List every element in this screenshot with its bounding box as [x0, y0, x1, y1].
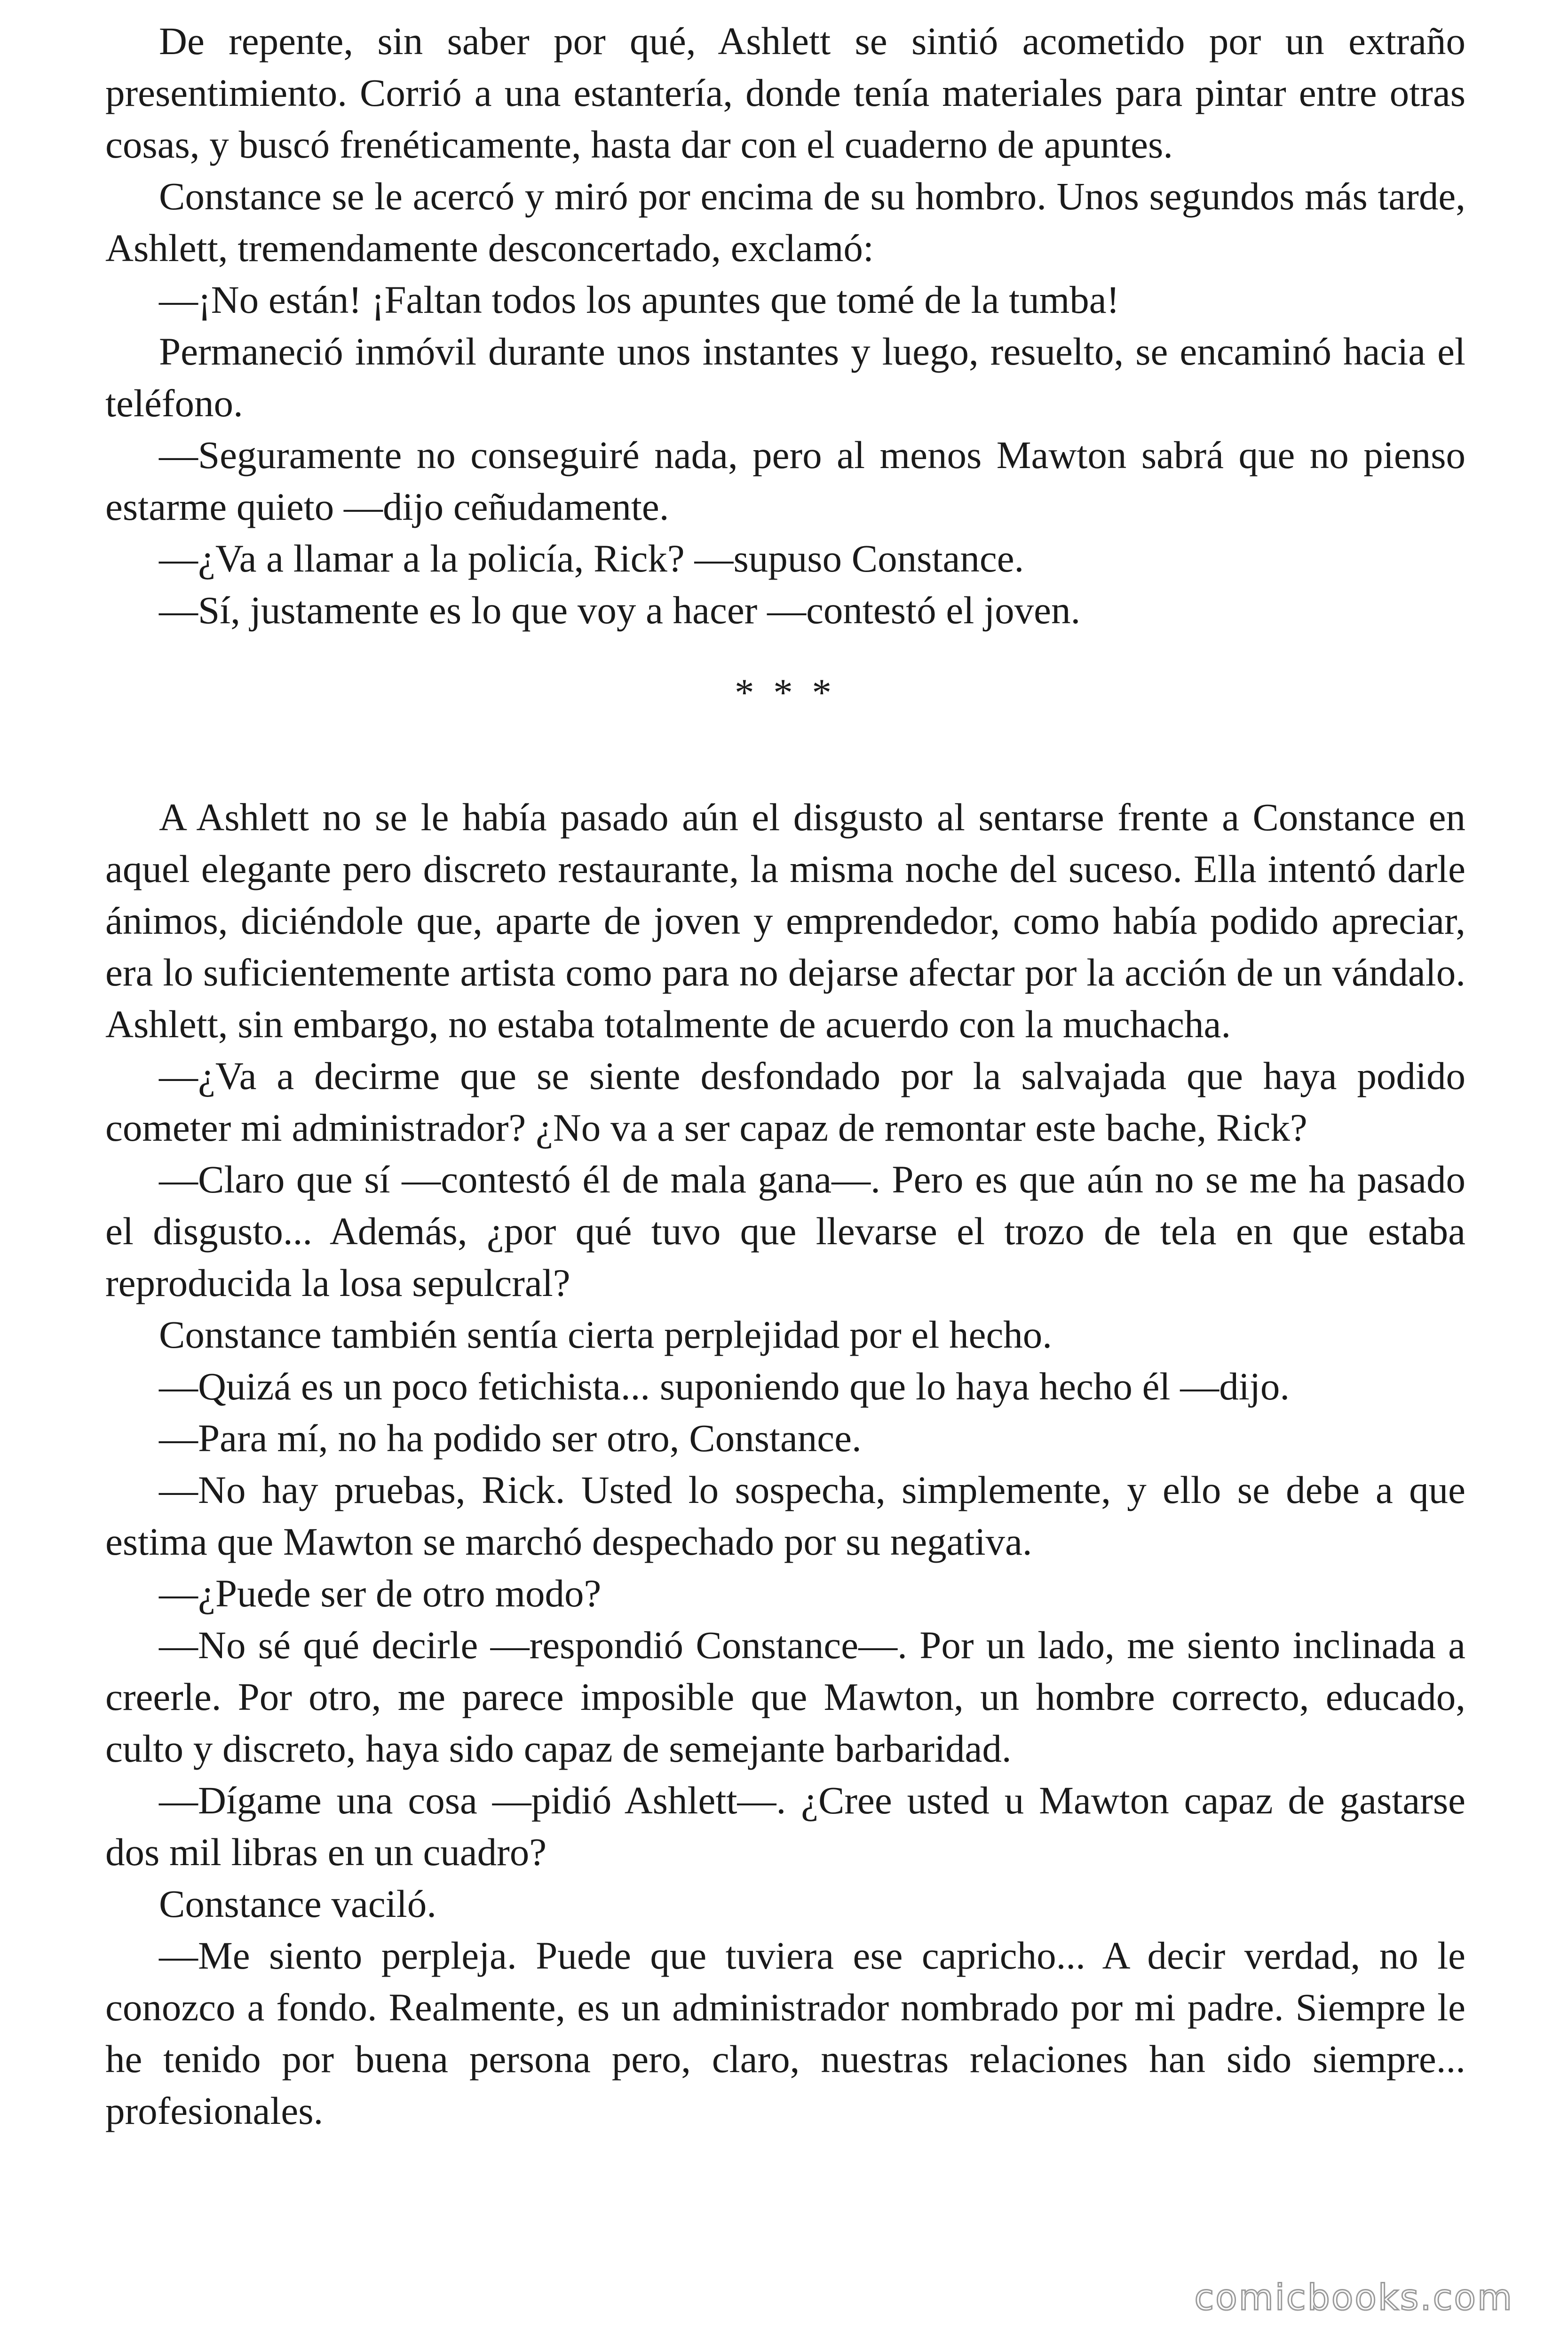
paragraph: —Quizá es un poco fetichista... suponiendo que lo haya hecho él —dijo.	[159, 1365, 1290, 1408]
paragraph: —¡No están! ¡Faltan todos los apuntes que tomé de la tumba!	[159, 278, 1120, 321]
paragraph: —¿Puede ser de otro modo?	[159, 1572, 602, 1615]
paragraph: Constance también sentía cierta perplejidad por el hecho.	[159, 1313, 1053, 1356]
paragraph: —No hay pruebas, Rick. Usted lo sospecha, simplemente, y ello se debe a que estima que Mawton se marchó despechado por su negativa.	[105, 1468, 1465, 1563]
paragraph: Permaneció inmóvil durante unos instantes y luego, resuelto, se encaminó hacia el teléfono.	[105, 330, 1465, 425]
paragraph: —Sí, justamente es lo que voy a hacer —contestó el joven.	[159, 588, 1081, 632]
paragraph: —Para mí, no ha podido ser otro, Constance.	[159, 1416, 862, 1460]
book-page	[105, 15, 1465, 2137]
paragraph: —No sé qué decirle —respondió Constance—. Por un lado, me siento inclinada a creerle. Por otro, me parece imposible que Mawton, un hombre correcto, educado, culto y discreto, haya sido capaz de semejante barbaridad.	[105, 1623, 1465, 1770]
separator-asterisks: * * *	[735, 671, 836, 714]
paragraph: —Seguramente no conseguiré nada, pero al menos Mawton sabrá que no pienso estarme quieto —dijo ceñudamente.	[105, 433, 1465, 528]
paragraph: —Claro que sí —contestó él de mala gana—. Pero es que aún no se me ha pasado el disgusto... Además, ¿por qué tuvo que llevarse el trozo de tela en que estaba reproducida la losa sepulcral?	[105, 1158, 1465, 1304]
paragraph: Constance se le acercó y miró por encima de su hombro. Unos segundos más tarde, Ashlett, tremendamente desconcertado, exclamó:	[105, 175, 1465, 270]
paragraph: De repente, sin saber por qué, Ashlett se sintió acometido por un extraño presentimiento. Corrió a una estantería, donde tenía materiales para pintar entre otras cosas, y buscó frenéticamente, hasta dar con el cuaderno de apuntes.	[105, 19, 1465, 166]
paragraph: —Dígame una cosa —pidió Ashlett—. ¿Cree usted u Mawton capaz de gastarse dos mil libras en un cuadro?	[105, 1779, 1465, 1874]
paragraph: —Me siento perpleja. Puede que tuviera ese capricho... A decir verdad, no le conozco a fondo. Realmente, es un administrador nombrado por mi padre. Siempre le he tenido por buena persona pero, claro, nuestras relaciones han sido siempre... profesionales.	[105, 1934, 1465, 2132]
watermark-logo: comicbooks.com	[1194, 2276, 1513, 2318]
paragraph: A Ashlett no se le había pasado aún el disgusto al sentarse frente a Constance en aquel elegante pero discreto restaurante, la misma noche del suceso. Ella intentó darle ánimos, diciéndole que, aparte de joven y emprendedor, como había podido apreciar, era lo suficientemente artista como para no dejarse afectar por la acción de un vándalo. Ashlett, sin embargo, no estaba totalmente de acuerdo con la muchacha.	[105, 795, 1465, 1046]
paragraph: Constance vaciló.	[159, 1882, 437, 1925]
section-separator	[105, 636, 1465, 791]
paragraph: —¿Va a llamar a la policía, Rick? —supuso Constance.	[159, 537, 1024, 580]
paragraph: —¿Va a decirme que se siente desfondado por la salvajada que haya podido cometer mi administrador? ¿No va a ser capaz de remontar este bache, Rick?	[105, 1054, 1465, 1149]
